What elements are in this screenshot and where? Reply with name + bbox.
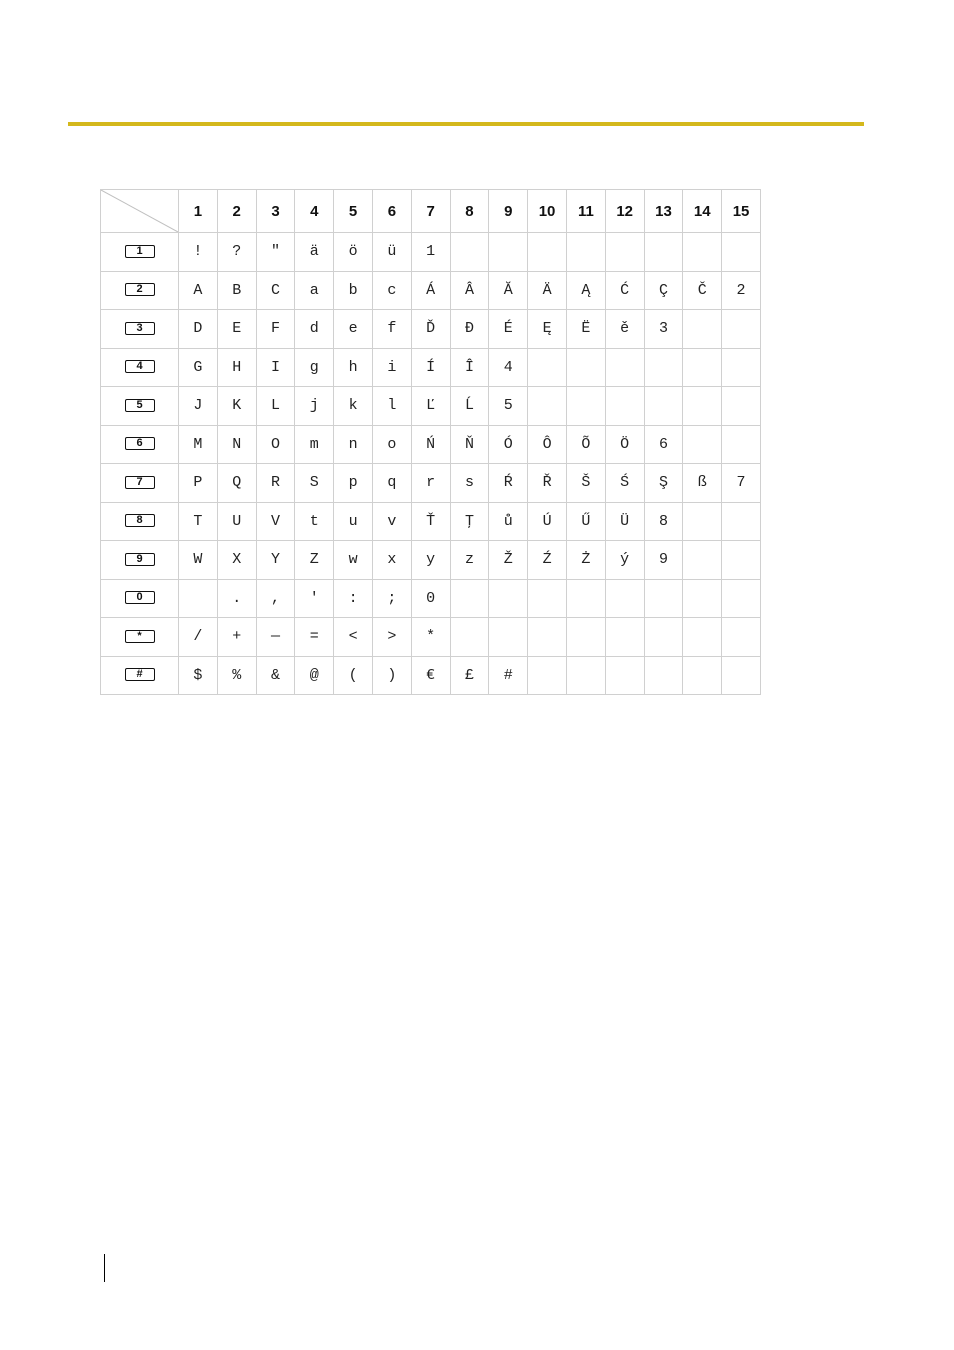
character-cell: G (179, 348, 218, 387)
character-cell: 8 (644, 502, 683, 541)
character-cell: h (334, 348, 373, 387)
character-cell: Ň (450, 425, 489, 464)
column-header: 7 (411, 190, 450, 233)
row-key-cell (101, 541, 179, 580)
character-cell (450, 233, 489, 272)
key-8-icon: 8 (125, 514, 155, 527)
character-cell: Ü (605, 502, 644, 541)
character-cell (722, 387, 761, 426)
character-cell: g (295, 348, 334, 387)
character-cell: ů (489, 502, 528, 541)
character-cell: S (295, 464, 334, 503)
character-cell: 0 (411, 579, 450, 618)
character-cell: ě (605, 310, 644, 349)
character-cell: y (411, 541, 450, 580)
character-cell: € (411, 656, 450, 695)
table-row (101, 541, 761, 580)
key-1-icon: 1 (125, 245, 155, 258)
character-cell: P (179, 464, 218, 503)
character-cell: Ž (489, 541, 528, 580)
character-cell: p (334, 464, 373, 503)
character-cell (683, 541, 722, 580)
character-cell (683, 656, 722, 695)
character-cell: 6 (644, 425, 683, 464)
character-cell (644, 579, 683, 618)
character-cell: Ţ (450, 502, 489, 541)
character-cell (722, 233, 761, 272)
key-4-icon: 4 (125, 360, 155, 373)
character-cell: £ (450, 656, 489, 695)
character-cell: 4 (489, 348, 528, 387)
character-cell: 5 (489, 387, 528, 426)
character-cell (683, 310, 722, 349)
character-cell: E (217, 310, 256, 349)
table-row (101, 348, 761, 387)
character-cell: Ť (411, 502, 450, 541)
character-cell (644, 387, 683, 426)
character-cell: Š (566, 464, 605, 503)
character-cell: + (217, 618, 256, 657)
table-row (101, 233, 761, 272)
header-accent-rule (68, 122, 864, 126)
column-header: 1 (179, 190, 218, 233)
character-cell: c (372, 271, 411, 310)
character-cell: ; (372, 579, 411, 618)
diagonal-divider-icon (101, 190, 178, 232)
character-cell: ß (683, 464, 722, 503)
character-cell: / (179, 618, 218, 657)
character-cell: & (256, 656, 295, 695)
character-cell: * (411, 618, 450, 657)
character-cell (722, 425, 761, 464)
key-9-icon: 9 (125, 553, 155, 566)
character-cell (566, 656, 605, 695)
character-cell (528, 348, 567, 387)
character-cell: 9 (644, 541, 683, 580)
character-cell: ö (334, 233, 373, 272)
column-header: 6 (372, 190, 411, 233)
character-cell (179, 579, 218, 618)
character-cell: Ű (566, 502, 605, 541)
table-row (101, 425, 761, 464)
table-row (101, 310, 761, 349)
character-cell (722, 579, 761, 618)
column-header: 12 (605, 190, 644, 233)
character-cell: Ĺ (450, 387, 489, 426)
character-cell: Ż (566, 541, 605, 580)
character-cell: b (334, 271, 373, 310)
character-cell: e (334, 310, 373, 349)
character-cell (722, 618, 761, 657)
character-cell: ) (372, 656, 411, 695)
character-cell: — (256, 618, 295, 657)
character-cell (528, 618, 567, 657)
key-3-icon: 3 (125, 322, 155, 335)
character-cell: Ë (566, 310, 605, 349)
column-header: 13 (644, 190, 683, 233)
character-cell: X (217, 541, 256, 580)
character-cell: Z (295, 541, 334, 580)
character-cell: o (372, 425, 411, 464)
character-cell: Â (450, 271, 489, 310)
character-cell (528, 387, 567, 426)
table-row (101, 271, 761, 310)
key-6-icon: 6 (125, 437, 155, 450)
character-cell: " (256, 233, 295, 272)
character-cell: B (217, 271, 256, 310)
character-cell (528, 656, 567, 695)
row-key-cell (101, 271, 179, 310)
character-cell: , (256, 579, 295, 618)
character-cell (450, 618, 489, 657)
table-row (101, 579, 761, 618)
character-cell: n (334, 425, 373, 464)
character-cell: ä (295, 233, 334, 272)
row-key-cell (101, 387, 179, 426)
character-cell: 2 (722, 271, 761, 310)
column-header-row (101, 190, 761, 233)
character-cell (683, 233, 722, 272)
character-cell (489, 233, 528, 272)
row-key-cell (101, 425, 179, 464)
character-cell (566, 579, 605, 618)
character-cell: ' (295, 579, 334, 618)
character-cell: m (295, 425, 334, 464)
character-cell: ü (372, 233, 411, 272)
character-cell: Ä (528, 271, 567, 310)
character-cell: j (295, 387, 334, 426)
character-cell (605, 656, 644, 695)
column-header: 9 (489, 190, 528, 233)
character-cell: q (372, 464, 411, 503)
character-cell: x (372, 541, 411, 580)
character-cell: Ń (411, 425, 450, 464)
column-header: 4 (295, 190, 334, 233)
character-cell (722, 348, 761, 387)
key-star-icon: * (125, 630, 155, 643)
character-cell (605, 387, 644, 426)
character-cell: Ô (528, 425, 567, 464)
character-cell: H (217, 348, 256, 387)
character-cell (683, 502, 722, 541)
character-cell: t (295, 502, 334, 541)
table-row (101, 618, 761, 657)
character-cell: O (256, 425, 295, 464)
character-cell (683, 618, 722, 657)
character-cell: Ą (566, 271, 605, 310)
character-cell: 7 (722, 464, 761, 503)
character-cell: N (217, 425, 256, 464)
character-cell: Ú (528, 502, 567, 541)
character-cell: Ó (489, 425, 528, 464)
row-key-cell (101, 579, 179, 618)
character-cell: R (256, 464, 295, 503)
character-cell: . (217, 579, 256, 618)
character-cell (683, 425, 722, 464)
character-cell: Ç (644, 271, 683, 310)
character-cell (722, 656, 761, 695)
character-cell (605, 579, 644, 618)
character-cell: Q (217, 464, 256, 503)
character-cell (528, 579, 567, 618)
character-cell: w (334, 541, 373, 580)
character-cell: F (256, 310, 295, 349)
character-cell: ? (217, 233, 256, 272)
column-header: 2 (217, 190, 256, 233)
key-7-icon: 7 (125, 476, 155, 489)
character-cell: u (334, 502, 373, 541)
character-cell: A (179, 271, 218, 310)
character-cell (566, 618, 605, 657)
character-cell: Ö (605, 425, 644, 464)
character-cell: M (179, 425, 218, 464)
character-cell: Č (683, 271, 722, 310)
character-cell: ( (334, 656, 373, 695)
character-cell (683, 348, 722, 387)
character-cell (605, 233, 644, 272)
character-cell: Á (411, 271, 450, 310)
character-cell: = (295, 618, 334, 657)
character-cell: ! (179, 233, 218, 272)
character-cell: Î (450, 348, 489, 387)
character-cell: Ŕ (489, 464, 528, 503)
character-cell (722, 310, 761, 349)
column-header: 10 (528, 190, 567, 233)
column-header: 11 (566, 190, 605, 233)
character-cell: Õ (566, 425, 605, 464)
character-cell: l (372, 387, 411, 426)
character-cell: Ź (528, 541, 567, 580)
character-cell (489, 618, 528, 657)
character-cell: Ř (528, 464, 567, 503)
character-cell: a (295, 271, 334, 310)
row-key-cell (101, 348, 179, 387)
character-cell: É (489, 310, 528, 349)
character-cell (644, 618, 683, 657)
character-cell: < (334, 618, 373, 657)
character-cell: Í (411, 348, 450, 387)
character-cell: k (334, 387, 373, 426)
page-margin-marker (104, 1254, 105, 1282)
character-cell: s (450, 464, 489, 503)
column-header: 14 (683, 190, 722, 233)
character-cell: I (256, 348, 295, 387)
character-cell (644, 233, 683, 272)
character-cell: Ć (605, 271, 644, 310)
character-cell: @ (295, 656, 334, 695)
character-cell (605, 348, 644, 387)
character-cell: v (372, 502, 411, 541)
character-cell: V (256, 502, 295, 541)
character-cell: $ (179, 656, 218, 695)
key-2-icon: 2 (125, 283, 155, 296)
character-cell (450, 579, 489, 618)
table-row (101, 387, 761, 426)
character-cell (528, 233, 567, 272)
row-key-cell (101, 464, 179, 503)
character-cell: Ľ (411, 387, 450, 426)
character-cell: Ę (528, 310, 567, 349)
character-cell: L (256, 387, 295, 426)
character-cell (644, 656, 683, 695)
table-row (101, 464, 761, 503)
character-cell: Đ (450, 310, 489, 349)
character-cell: i (372, 348, 411, 387)
row-key-cell (101, 656, 179, 695)
table-row (101, 502, 761, 541)
character-cell: ý (605, 541, 644, 580)
character-cell: > (372, 618, 411, 657)
character-cell: U (217, 502, 256, 541)
character-cell (566, 387, 605, 426)
character-cell: Ş (644, 464, 683, 503)
character-cell: J (179, 387, 218, 426)
character-cell: W (179, 541, 218, 580)
character-cell (605, 618, 644, 657)
row-key-cell (101, 502, 179, 541)
character-cell: Y (256, 541, 295, 580)
row-key-cell (101, 233, 179, 272)
table-body (101, 233, 761, 695)
character-cell: # (489, 656, 528, 695)
character-cell: C (256, 271, 295, 310)
character-cell: D (179, 310, 218, 349)
corner-cell (101, 190, 179, 233)
character-cell (722, 541, 761, 580)
character-cell (683, 579, 722, 618)
character-cell: T (179, 502, 218, 541)
character-cell (683, 387, 722, 426)
character-cell: 1 (411, 233, 450, 272)
character-cell (566, 233, 605, 272)
key-hash-icon: # (125, 668, 155, 681)
column-header: 15 (722, 190, 761, 233)
character-cell: : (334, 579, 373, 618)
character-cell: Ś (605, 464, 644, 503)
key-5-icon: 5 (125, 399, 155, 412)
character-cell: f (372, 310, 411, 349)
character-cell (722, 502, 761, 541)
character-cell (566, 348, 605, 387)
character-cell: z (450, 541, 489, 580)
key-0-icon: 0 (125, 591, 155, 604)
column-header: 3 (256, 190, 295, 233)
character-cell (489, 579, 528, 618)
row-key-cell (101, 310, 179, 349)
character-cell: d (295, 310, 334, 349)
character-cell: Ă (489, 271, 528, 310)
character-cell: Ď (411, 310, 450, 349)
character-cell: % (217, 656, 256, 695)
column-header: 8 (450, 190, 489, 233)
row-key-cell (101, 618, 179, 657)
character-cell: r (411, 464, 450, 503)
character-cell: K (217, 387, 256, 426)
character-mode-table (100, 189, 761, 695)
column-header: 5 (334, 190, 373, 233)
character-cell: 3 (644, 310, 683, 349)
table-row (101, 656, 761, 695)
character-cell (644, 348, 683, 387)
